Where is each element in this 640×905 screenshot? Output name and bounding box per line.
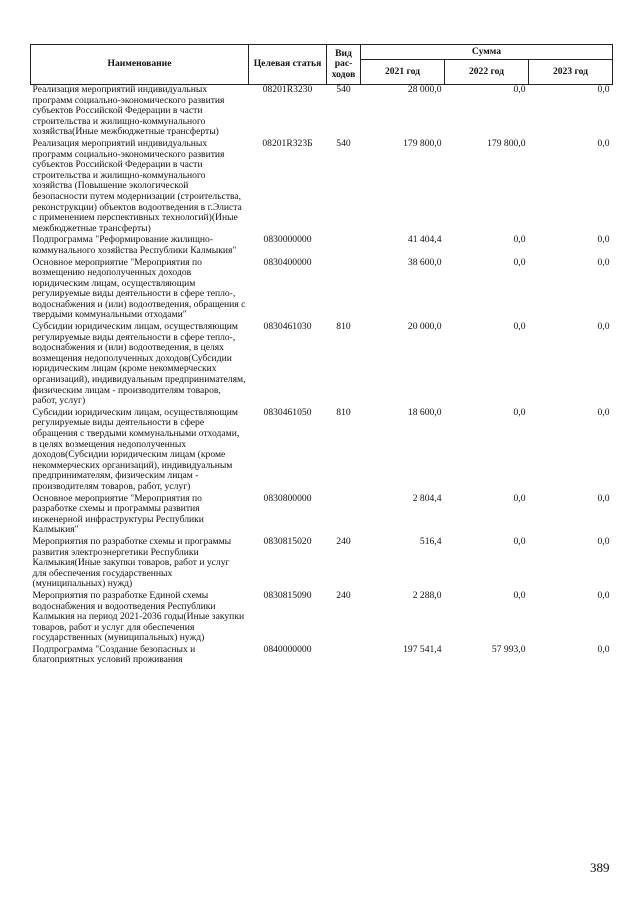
row-sum-2021: 516,4 [419, 535, 442, 547]
row-sum-2022: 0,0 [513, 256, 526, 268]
header-name: Наименование [31, 45, 249, 85]
page-number: 389 [590, 860, 610, 875]
table-row [31, 235, 613, 257]
table-row [31, 537, 613, 591]
row-sum-2023: 0,0 [597, 137, 610, 149]
header-year-2023: 2023 год [529, 60, 613, 85]
row-vid: 240 [336, 589, 351, 601]
row-code: 0830815090 [263, 589, 312, 601]
row-name: Основное мероприятие "Мероприятия по разработке схемы и программы развития инженерной инфраструктуры Республики Калмыкия" [32, 492, 204, 536]
row-vid [327, 494, 361, 537]
row-vid [327, 235, 361, 257]
row-name: Реализация мероприятий индивидуальных программ социально-экономического развития субъектов Российской Федерации в части строительства и жилищно-коммунального хозяйства (Повышение экологической безопасности путем модернизации (строительства, реконструкции) объектов водоотведения в г.Элиста с применением перспективных технологий)(Иные межбюджетные трансферты) [32, 137, 242, 234]
row-name: Мероприятия по разработке Единой схемы водоснабжения и водоотведения Республики Калмыкия на период 2021-2036 годы(Иные закупки товаров, работ и услуг для обеспечения государственных (муниципальных) нужд) [32, 589, 245, 644]
row-code: 0830800000 [263, 492, 312, 504]
row-vid: 240 [336, 535, 351, 547]
row-name: Основное мероприятие "Мероприятия по возмещению недополученных доходов юридическим лицам, осуществляющим регулируемые виды деятельности в сфере тепло-, водоснабжения и (или) водоотведения, обращения с твердыми коммунальными отходами" [32, 256, 246, 321]
row-sum-2023: 0,0 [597, 234, 610, 246]
row-sum-2021: 20 000,0 [407, 321, 442, 333]
table-row [31, 408, 613, 494]
row-sum-2021: 2 804,4 [412, 492, 442, 504]
row-vid: 810 [336, 321, 351, 333]
row-sum-2022: 0,0 [513, 492, 526, 504]
row-code: 0830000000 [263, 234, 312, 246]
budget-table-sheet [30, 44, 612, 667]
row-name: Реализация мероприятий индивидуальных программ социально-экономического развития субъектов Российской Федерации в части строительства и жилищно-коммунального хозяйства(Иные межбюджетные трансферты) [32, 84, 225, 138]
table-row [31, 322, 613, 408]
header-year-2022: 2022 год [445, 60, 529, 85]
row-sum-2021: 38 600,0 [407, 256, 442, 268]
row-sum-2021: 2 288,0 [412, 589, 442, 601]
row-sum-2022: 0,0 [513, 321, 526, 333]
row-sum-2023: 0,0 [597, 84, 610, 95]
row-vid: 810 [336, 406, 351, 418]
row-sum-2023: 0,0 [597, 406, 610, 418]
table-row [31, 645, 613, 667]
row-sum-2021: 179 800,0 [403, 137, 442, 149]
row-vid: 540 [336, 137, 351, 149]
row-code: 0830461050 [263, 406, 312, 418]
row-name: Субсидии юридическим лицам, осуществляющим регулируемые виды деятельности в сфере обращения с твердыми коммунальными отходами, в целях возмещения недополученных доходов(Субсидии юридическим лицам (кроме некоммерческих организаций), индивидуальным предпринимателям, физическим лицам - производителям товаров, работ, услуг) [32, 406, 240, 492]
row-sum-2021: 41 404,4 [407, 234, 442, 246]
row-name: Подпрограмма "Реформирование жилищно-коммунального хозяйства Республики Калмыкия" [32, 234, 237, 256]
row-sum-2023: 0,0 [597, 589, 610, 601]
row-sum-2022: 0,0 [513, 234, 526, 246]
table-row [31, 591, 613, 645]
row-vid: 540 [336, 84, 351, 95]
row-code: 0830400000 [263, 256, 312, 268]
row-sum-2022: 179 800,0 [487, 137, 526, 149]
row-code: 0840000000 [263, 643, 312, 655]
row-code: 0830815020 [263, 535, 312, 547]
table-row [31, 85, 613, 139]
row-sum-2021: 28 000,0 [407, 84, 442, 95]
row-vid [327, 645, 361, 667]
table-row [31, 139, 613, 235]
row-sum-2022: 0,0 [513, 84, 526, 95]
header-vid: Вид рас-ходов [327, 45, 361, 85]
row-vid [327, 258, 361, 323]
row-sum-2021: 18 600,0 [407, 406, 442, 418]
row-sum-2022: 57 993,0 [491, 643, 526, 655]
row-sum-2022: 0,0 [513, 406, 526, 418]
table-row [31, 494, 613, 537]
row-sum-2022: 0,0 [513, 535, 526, 547]
row-sum-2023: 0,0 [597, 256, 610, 268]
row-name: Подпрограмма "Создание безопасных и благоприятных условий проживания [32, 643, 196, 666]
row-sum-2023: 0,0 [597, 492, 610, 504]
row-sum-2021: 197 541,4 [403, 643, 442, 655]
budget-table [30, 44, 613, 667]
table-row [31, 258, 613, 323]
row-sum-2023: 0,0 [597, 535, 610, 547]
row-name: Субсидии юридическим лицам, осуществляющим регулируемые виды деятельности в сфере тепло-, водоснабжения и (или) водоотведения, в целях возмещения недополученных доходов(Субсидии юридическим лицам (кроме некоммерческих организаций), индивидуальным предпринимателям, физическим лицам - производителям товаров, работ, услуг) [32, 321, 246, 407]
table-header [31, 45, 613, 85]
header-code: Целевая статья [249, 45, 327, 85]
row-sum-2023: 0,0 [597, 321, 610, 333]
row-sum-2022: 0,0 [513, 589, 526, 601]
row-sum-2023: 0,0 [597, 643, 610, 655]
table-body [31, 85, 613, 668]
row-code: 08201R3230 [262, 84, 313, 95]
header-year-2021: 2021 год [361, 60, 445, 85]
row-code: 08201R323Б [262, 137, 313, 149]
header-sum: Сумма [361, 45, 613, 60]
row-code: 0830461030 [263, 321, 312, 333]
row-name: Мероприятия по разработке схемы и программы развития электроэнергетики Республики Калмыкия(Иные закупки товаров, работ и услуг для обеспечения государственных (муниципальных) нужд) [32, 535, 232, 590]
